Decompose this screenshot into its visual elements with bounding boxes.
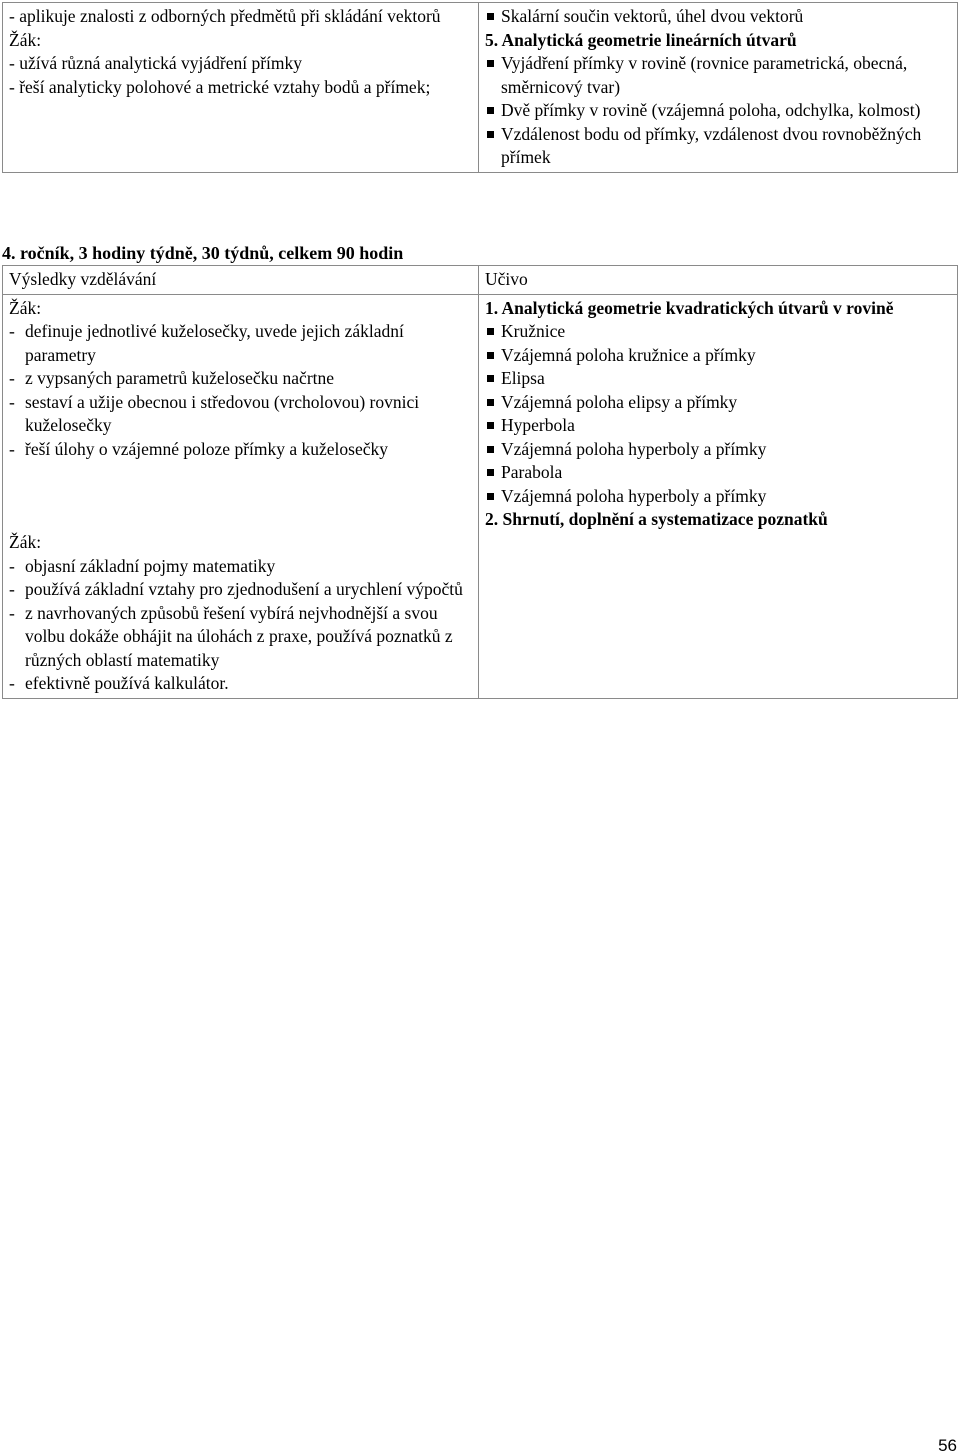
curriculum-table-year-4 xyxy=(2,265,958,699)
year-heading: 4. ročník, 3 hodiny týdně, 30 týdnů, celkem 90 hodin xyxy=(2,243,404,263)
content-bullet: Vzájemná poloha kružnice a přímky xyxy=(485,344,953,368)
table-row xyxy=(3,294,958,698)
column-header-outcomes: Výsledky vzdělávání xyxy=(3,266,479,295)
outcome-item: - definuje jednotlivé kuželosečky, uvede jejich základní parametry xyxy=(9,321,404,365)
curriculum-table-continued xyxy=(2,2,958,173)
outcome-text: - aplikuje znalosti z odborných předmětů při skládání vektorů xyxy=(9,6,441,26)
outcome-item: - objasní základní pojmy matematiky xyxy=(9,555,276,576)
page-number: 56 xyxy=(938,1436,957,1455)
outcome-item: - z navrhovaných způsobů řešení vybírá nejvhodnější a svou volbu dokáže obhájit na úlohách z praxe, používá poznatků z různých oblastí matematiky xyxy=(9,602,453,670)
outcome-item: - efektivně používá kalkulátor. xyxy=(9,673,229,693)
outcomes-cell xyxy=(3,3,479,173)
outcome-item: - řeší úlohy o vzájemné poloze přímky a kuželosečky xyxy=(9,438,389,459)
outcome-text: - řeší analyticky polohové a metrické vztahy bodů a přímek; xyxy=(9,76,431,97)
table-row xyxy=(3,3,958,173)
content-bullet: Hyperbola xyxy=(485,414,953,438)
section-title: 2. Shrnutí, doplnění a systematizace poznatků xyxy=(485,509,828,529)
section-title: 5. Analytická geometrie lineárních útvarů xyxy=(485,29,797,50)
table-header-row xyxy=(3,266,958,295)
content-bullet: Dvě přímky v rovině (vzájemná poloha, odchylka, kolmost) xyxy=(485,99,953,123)
content-bullet: Elipsa xyxy=(485,367,953,391)
content-bullet: Vyjádření přímky v rovině (rovnice parametrická, obecná, směrnicový tvar) xyxy=(485,52,953,99)
pupil-label: Žák: xyxy=(9,297,42,318)
column-header-content: Učivo xyxy=(479,266,958,295)
section-title: 1. Analytická geometrie kvadratických útvarů v rovině xyxy=(485,297,894,318)
outcome-text: - užívá různá analytická vyjádření přímky xyxy=(9,53,303,73)
pupil-label: Žák: xyxy=(9,532,42,552)
outcome-item: - z vypsaných parametrů kuželosečku načrtne xyxy=(9,368,335,388)
outcome-item: - používá základní vztahy pro zjednodušení a urychlení výpočtů xyxy=(9,579,463,599)
content-bullet: Vzájemná poloha elipsy a přímky xyxy=(485,391,953,415)
content-bullet: Parabola xyxy=(485,461,953,485)
spacer xyxy=(9,461,474,531)
content-bullet: Vzájemná poloha hyperboly a přímky xyxy=(485,485,953,509)
outcome-item: - sestaví a užije obecnou i středovou (vrcholovou) rovnici kuželosečky xyxy=(9,391,420,435)
content-bullet: Skalární součin vektorů, úhel dvou vektorů xyxy=(485,5,953,29)
content-cell xyxy=(479,294,958,698)
pupil-label: Žák: xyxy=(9,29,42,50)
content-cell xyxy=(479,3,958,173)
content-bullet: Vzdálenost bodu od přímky, vzdálenost dvou rovnoběžných přímek xyxy=(485,123,953,170)
outcomes-cell xyxy=(3,294,479,698)
content-bullet: Kružnice xyxy=(485,320,953,344)
content-bullet: Vzájemná poloha hyperboly a přímky xyxy=(485,438,953,462)
